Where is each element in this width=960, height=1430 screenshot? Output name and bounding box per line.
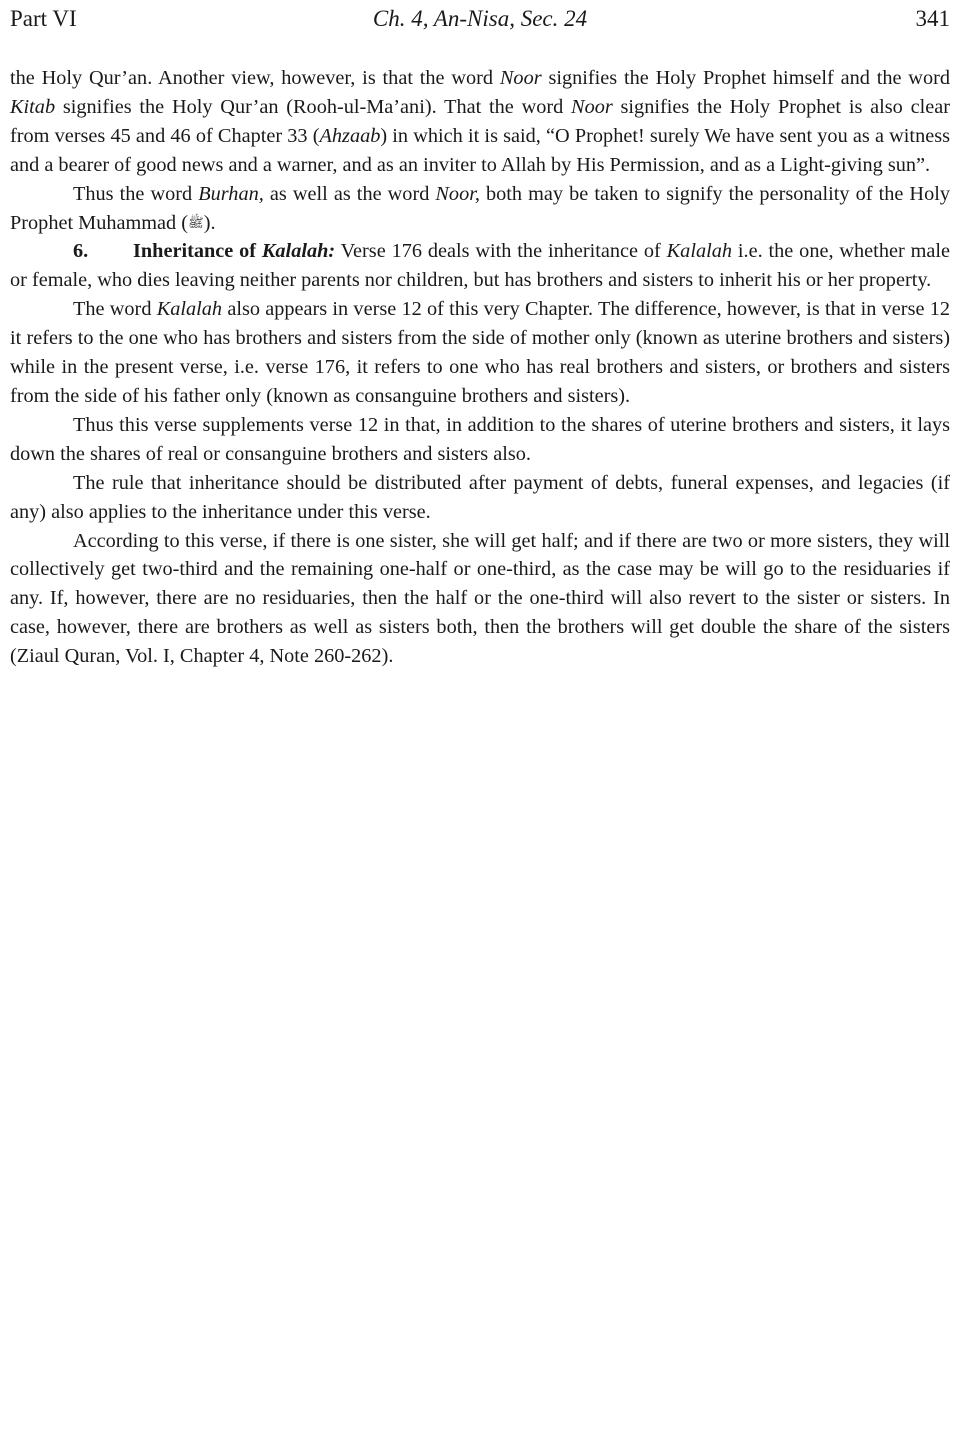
salutation-seal-icon: ﷺ	[188, 214, 204, 230]
paragraph-kalalah-verse-12: The word Kalalah also appears in verse 12 of this very Chapter. The difference, however, is that in verse 12 it refers to the one who has brothers and sisters from the side of mother only (known as uterine brothers and sisters) while in the present verse, i.e. verse 176, it refers to one who has real brothers and sisters, or brothers and sisters from the side of his father only (known as consanguine brothers and sisters).	[10, 298, 950, 407]
paragraph-inheritance-rule: The rule that inheritance should be distributed after payment of debts, funeral expenses, and legacies (if any) also applies to the inheritance under this verse.	[10, 471, 950, 523]
paragraph-sisters-shares: According to this verse, if there is one sister, she will get half; and if there are two or more sisters, they will collectively get two-third and the remaining one-half or one-third, as the case may be will go to the residuaries if any. If, however, there are no residuaries, then the half or the one-third will also revert to the sister or sisters. In case, however, there are brothers as well as sisters both, then the brothers will get double the share of the sisters (Ziaul Quran, Vol. I, Chapter 4, Note 260-262).	[10, 529, 950, 668]
chapter-section-title: Ch. 4, An-Nisa, Sec. 24	[372, 6, 588, 31]
page-number: 341	[915, 6, 950, 31]
paragraph-burhan-noor: Thus the word Burhan, as well as the word Noor, both may be taken to signify the personality of the Holy Prophet Muhammad (ﷺ).	[10, 182, 950, 234]
paragraph-noor-meaning: the Holy Qur’an. Another view, however, is that the word Noor signifies the Holy Prophet himself and the word Kitab signifies the Holy Qur’an (Rooh-ul-Ma’ani). That the word Noor signifies the Holy Prophet is also clear from verses 45 and 46 of Chapter 33 (Ahzaab) in which it is said, “O Prophet! surely We have sent you as a witness and a bearer of good news and a warner, and as an inviter to Allah by His Permission, and as a Light-giving sun”.	[10, 67, 950, 176]
paragraph-verse-supplements: Thus this verse supplements verse 12 in that, in addition to the shares of uterine brothers and sisters, it lays down the shares of real or consanguine brothers and sisters also.	[10, 413, 950, 465]
section-heading: Inheritance of Kalalah:	[133, 240, 336, 263]
section-6-inheritance-of-kalalah: 6. Inheritance of Kalalah: Verse 176 deals with the inheritance of Kalalah i.e. the one, whether male or female, who dies leaving neither parents nor children, but has brothers and sisters to inherit his or her property.	[10, 237, 950, 295]
section-number: 6.	[73, 240, 89, 263]
page-body	[10, 64, 950, 671]
part-label: Part VI	[10, 6, 77, 31]
running-head	[10, 4, 950, 34]
